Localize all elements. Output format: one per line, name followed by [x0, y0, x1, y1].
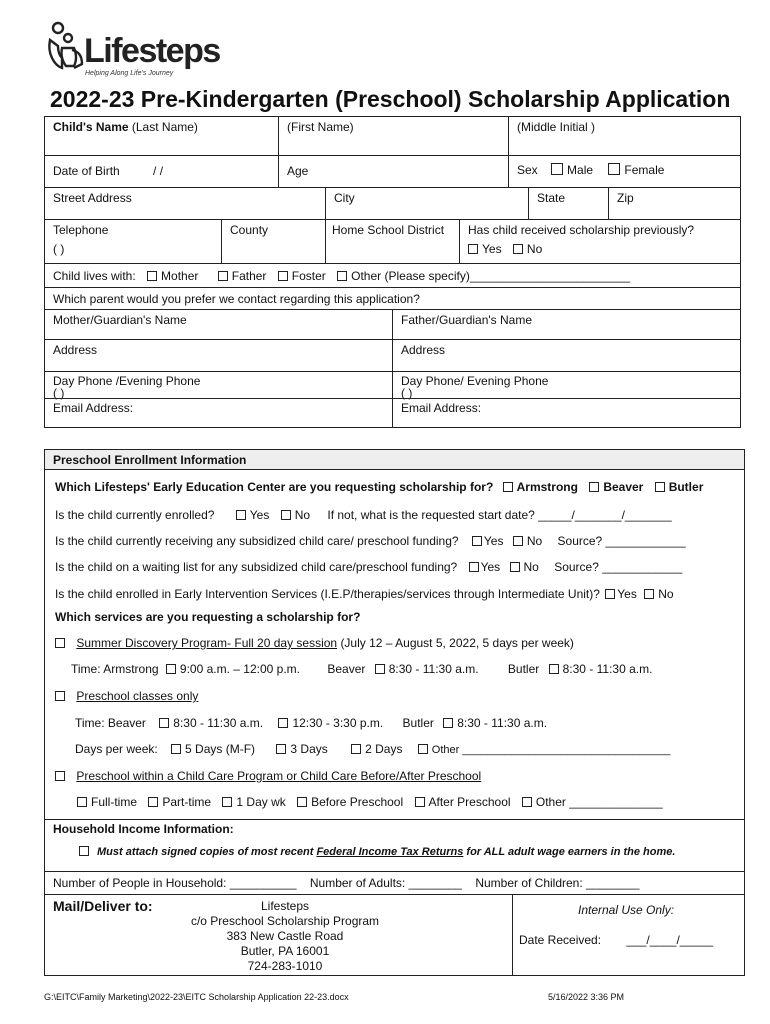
summer-butler-time: 8:30 - 11:30 a.m. [562, 662, 653, 676]
enrolled-yes-checkbox[interactable] [236, 510, 246, 520]
father-label: Father [231, 269, 267, 283]
waiting-yes-checkbox[interactable] [469, 562, 479, 572]
waiting-yes-label: Yes [480, 560, 501, 574]
father-email-cell[interactable] [392, 399, 740, 427]
dob-cell[interactable] [45, 156, 278, 187]
income-section [44, 819, 745, 872]
father-name-cell[interactable] [392, 310, 740, 339]
mail-line4: Butler, PA 16001 [240, 944, 330, 958]
guardian-phone-row [44, 372, 741, 398]
summer-beaver-time: 8:30 - 11:30 a.m. [388, 662, 479, 676]
zip-label: Zip [617, 191, 634, 205]
mother-email-cell[interactable] [45, 399, 392, 427]
state-cell[interactable] [528, 188, 608, 219]
cc-other-checkbox[interactable] [522, 797, 532, 807]
childcare-checkbox[interactable] [55, 771, 65, 781]
days2-checkbox[interactable] [351, 744, 361, 754]
mother-name-label: Mother/Guardian's Name [53, 313, 187, 327]
first-name-cell[interactable] [278, 117, 508, 155]
footer-date: 5/16/2022 3:36 PM [548, 992, 625, 1002]
waiting-source: Source? ____________ [554, 560, 683, 574]
summer-time-label: Time: Armstrong [71, 662, 159, 676]
parttime-label: Part-time [162, 795, 212, 809]
mother-checkbox[interactable] [147, 271, 157, 281]
waiting-line [55, 560, 682, 574]
adults-field[interactable]: Number of Adults: ________ [309, 876, 462, 890]
telephone-label: Telephone [53, 223, 109, 237]
summer-beaver-label: Beaver [327, 662, 366, 676]
female-checkbox[interactable] [608, 163, 620, 175]
pre-beaver-pm-checkbox[interactable] [278, 718, 288, 728]
intervention-yes-checkbox[interactable] [605, 589, 615, 599]
people-field[interactable]: Number of People in Household: __________ [53, 876, 297, 890]
pre-butler-checkbox[interactable] [443, 718, 453, 728]
city-label: City [334, 191, 355, 205]
subsidized-yes-label: Yes [483, 534, 504, 548]
zip-cell[interactable] [608, 188, 740, 219]
services-question: Which services are you requesting a scholarship for? [55, 610, 361, 624]
center-question-line [55, 480, 703, 494]
internal-use-label: Internal Use Only: [578, 903, 675, 917]
school-district-cell[interactable] [325, 220, 459, 263]
childcare-line [55, 769, 481, 783]
street-label: Street Address [53, 191, 132, 205]
dob-row [44, 156, 741, 188]
attach-post: for ALL adult wage earners in the home. [463, 846, 676, 858]
mail-line1: Lifesteps [260, 899, 310, 913]
summer-armstrong-checkbox[interactable] [166, 664, 176, 674]
pre-beaver-am-checkbox[interactable] [159, 718, 169, 728]
date-received-line [519, 933, 713, 947]
mother-name-cell[interactable] [45, 310, 392, 339]
name-row [44, 116, 741, 156]
enrolled-no-label: No [294, 508, 311, 522]
state-label: State [537, 191, 566, 205]
contact-pref-label: Which parent would you prefer we contact regarding this application? [53, 292, 420, 306]
prev-yes-label: Yes [482, 242, 502, 256]
foster-label: Foster [291, 269, 326, 283]
days5-label: 5 Days (M-F) [185, 742, 256, 756]
father-phone-label: Day Phone/ Evening Phone [401, 374, 549, 388]
page-title: 2022-23 Pre-Kindergarten (Preschool) Scholarship Application [50, 86, 731, 112]
preschool-only-label: Preschool classes only [76, 689, 199, 703]
income-header: Household Income Information: [53, 822, 234, 836]
last-name-label: (Last Name) [131, 120, 198, 134]
start-date-question: If not, what is the requested start date? _____/_______/_______ [327, 508, 672, 522]
childcare-label: Preschool within a Child Care Program or Child Care Before/After Preschool [76, 769, 482, 783]
mail-address [185, 899, 385, 974]
prev-yes-checkbox[interactable] [468, 244, 478, 254]
subsidized-yes-checkbox[interactable] [472, 536, 482, 546]
lives-with-label: Child lives with: [53, 269, 136, 283]
fulltime-label: Full-time [91, 795, 138, 809]
children-field[interactable]: Number of Children: ________ [475, 876, 640, 890]
waiting-no-label: No [523, 560, 539, 574]
telephone-parens: ( ) [53, 242, 65, 256]
guardian-name-row [44, 310, 741, 340]
father-phone-cell[interactable] [392, 372, 740, 398]
telephone-cell[interactable] [45, 220, 221, 263]
logo-brand: Lifesteps [84, 32, 220, 70]
armstrong-label: Armstrong [516, 480, 578, 494]
father-address-cell[interactable] [392, 340, 740, 371]
beaver-checkbox[interactable] [589, 482, 599, 492]
attach-checkbox[interactable] [79, 846, 89, 856]
male-label: Male [567, 163, 594, 177]
mail-line2: c/o Preschool Scholarship Program [190, 914, 380, 928]
armstrong-checkbox[interactable] [503, 482, 513, 492]
days-other-checkbox[interactable] [418, 744, 428, 754]
after-checkbox[interactable] [415, 797, 425, 807]
household-line [53, 876, 639, 890]
household-section [44, 871, 745, 895]
first-name-label: (First Name) [287, 120, 354, 134]
income-attach-line [79, 846, 675, 858]
guardian-address-row [44, 340, 741, 372]
mail-line5: 724-283-1010 [247, 959, 323, 973]
address-row [44, 188, 741, 220]
summer-label: Summer Discovery Program- Full 20 day session [76, 636, 338, 650]
subsidized-source: Source? ____________ [557, 534, 686, 548]
butler-label: Butler [668, 480, 704, 494]
summer-line [55, 636, 574, 650]
enrolled-no-checkbox[interactable] [281, 510, 291, 520]
female-label: Female [624, 163, 665, 177]
age-cell[interactable] [278, 156, 508, 187]
intervention-no-label: No [658, 587, 674, 601]
sex-cell [508, 156, 740, 187]
footer-path: G:\EITC\Family Marketing\2022-23\EITC Scholarship Application 22-23.docx [44, 992, 349, 1002]
days3-label: 3 Days [290, 742, 328, 756]
summer-butler-checkbox[interactable] [549, 664, 559, 674]
parttime-checkbox[interactable] [148, 797, 158, 807]
enrollment-section [44, 449, 745, 820]
childcare-options-line [77, 795, 663, 809]
father-email-label: Email Address: [401, 401, 482, 415]
school-district-label: Home School District [332, 223, 445, 237]
preschool-only-line [55, 689, 198, 703]
summer-checkbox[interactable] [55, 638, 65, 648]
days-line [75, 742, 670, 756]
oneday-label: 1 Day wk [236, 795, 286, 809]
beaver-label: Beaver [603, 480, 644, 494]
middle-initial-cell[interactable] [508, 117, 740, 155]
mother-address-label: Address [53, 343, 98, 357]
mail-section [44, 894, 745, 976]
summer-butler-label: Butler [507, 662, 540, 676]
preschool-time-label: Time: Beaver [75, 716, 146, 730]
street-cell[interactable] [45, 188, 325, 219]
subsidized-no-checkbox[interactable] [513, 536, 523, 546]
city-cell[interactable] [325, 188, 528, 219]
enrolled-question: Is the child currently enrolled? [55, 508, 215, 522]
intervention-yes-label: Yes [617, 587, 637, 601]
father-name-label: Father/Guardian's Name [401, 313, 533, 327]
mother-address-cell[interactable] [45, 340, 392, 371]
oneday-checkbox[interactable] [222, 797, 232, 807]
mother-email-label: Email Address: [53, 401, 134, 415]
preschool-time-line [75, 716, 547, 730]
county-label: County [230, 223, 269, 237]
family-figures-icon [44, 20, 88, 74]
fulltime-checkbox[interactable] [77, 797, 87, 807]
before-checkbox[interactable] [297, 797, 307, 807]
age-label: Age [287, 164, 309, 178]
dob-slashes: / / [153, 164, 164, 178]
foster-checkbox[interactable] [278, 271, 288, 281]
days-other-label: Other __________________________________ [431, 744, 671, 756]
contact-pref-row [44, 288, 741, 310]
lives-with-cell [45, 264, 740, 287]
days-label: Days per week: [75, 742, 158, 756]
lives-with-row [44, 264, 741, 288]
center-question: Which Lifesteps' Early Education Center are you requesting scholarship for? [55, 480, 494, 494]
intervention-question: Is the child enrolled in Early Intervention Services (I.E.P/therapies/services through Intermediate Unit)? [55, 587, 600, 601]
summer-beaver-checkbox[interactable] [375, 664, 385, 674]
date-received-blank[interactable]: ___/____/_____ [626, 933, 714, 947]
summer-armstrong-time: 9:00 a.m. – 12:00 p.m. [179, 662, 300, 676]
pre-butler-time: 8:30 - 11:30 a.m. [457, 716, 548, 730]
contact-pref-cell[interactable] [45, 288, 740, 309]
waiting-question: Is the child on a waiting list for any subsidized child care/preschool funding? [55, 560, 458, 574]
father-address-label: Address [401, 343, 446, 357]
sex-label: Sex [517, 163, 538, 177]
intervention-line [55, 587, 674, 601]
child-name-label: Child's Name [53, 120, 129, 134]
enrolled-yes-label: Yes [249, 508, 270, 522]
prev-scholarship-cell [459, 220, 740, 263]
prev-no-label: No [526, 242, 543, 256]
middle-initial-label: (Middle Initial ) [517, 120, 596, 134]
logo-tagline: Helping Along Life's Journey [85, 70, 174, 77]
subsidized-question: Is the child currently receiving any subsidized child care/ preschool funding? [55, 534, 459, 548]
date-received-label: Date Received: [519, 933, 602, 947]
lifesteps-logo [44, 20, 219, 76]
other-label: Other (Please specify)________________________ [351, 269, 631, 283]
before-label: Before Preschool [311, 795, 404, 809]
prev-scholarship-label: Has child received scholarship previously? [468, 223, 695, 237]
mail-line3: 383 New Castle Road [226, 929, 344, 943]
subsidized-line [55, 534, 686, 548]
mother-label: Mother [161, 269, 199, 283]
internal-divider [512, 895, 513, 975]
days2-label: 2 Days [365, 742, 403, 756]
enrolled-line [55, 508, 672, 522]
summer-time-line [71, 662, 652, 676]
waiting-no-checkbox[interactable] [510, 562, 520, 572]
last-name-cell[interactable] [45, 117, 278, 155]
attach-link: Federal Income Tax Returns [316, 846, 464, 858]
guardian-email-row [44, 398, 741, 428]
mother-phone-cell[interactable] [45, 372, 392, 398]
summer-dates: (July 12 – August 5, 2022, 5 days per week) [340, 636, 574, 650]
mother-phone-parens: ( ) [53, 386, 65, 400]
county-cell[interactable] [221, 220, 325, 263]
father-checkbox[interactable] [218, 271, 228, 281]
cc-other-label: Other ______________ [535, 795, 663, 809]
days5-checkbox[interactable] [171, 744, 181, 754]
dob-label: Date of Birth [53, 164, 120, 178]
prev-no-checkbox[interactable] [513, 244, 523, 254]
pre-beaver-pm-time: 12:30 - 3:30 p.m. [292, 716, 384, 730]
pre-butler-label: Butler [402, 716, 434, 730]
mother-phone-label: Day Phone /Evening Phone [53, 374, 201, 388]
father-phone-parens: ( ) [401, 386, 413, 400]
child-info-table [44, 116, 741, 428]
enrollment-header: Preschool Enrollment Information [45, 450, 744, 470]
subsidized-no-label: No [526, 534, 543, 548]
male-checkbox[interactable] [551, 163, 563, 175]
butler-checkbox[interactable] [655, 482, 665, 492]
pre-beaver-am-time: 8:30 - 11:30 a.m. [173, 716, 264, 730]
other-checkbox[interactable] [337, 271, 347, 281]
attach-pre: Must attach signed copies of most recent [97, 846, 317, 858]
telephone-row [44, 220, 741, 264]
days3-checkbox[interactable] [276, 744, 286, 754]
intervention-no-checkbox[interactable] [644, 589, 654, 599]
mail-label: Mail/Deliver to: [53, 898, 153, 914]
preschool-only-checkbox[interactable] [55, 691, 65, 701]
after-label: After Preschool [428, 795, 511, 809]
